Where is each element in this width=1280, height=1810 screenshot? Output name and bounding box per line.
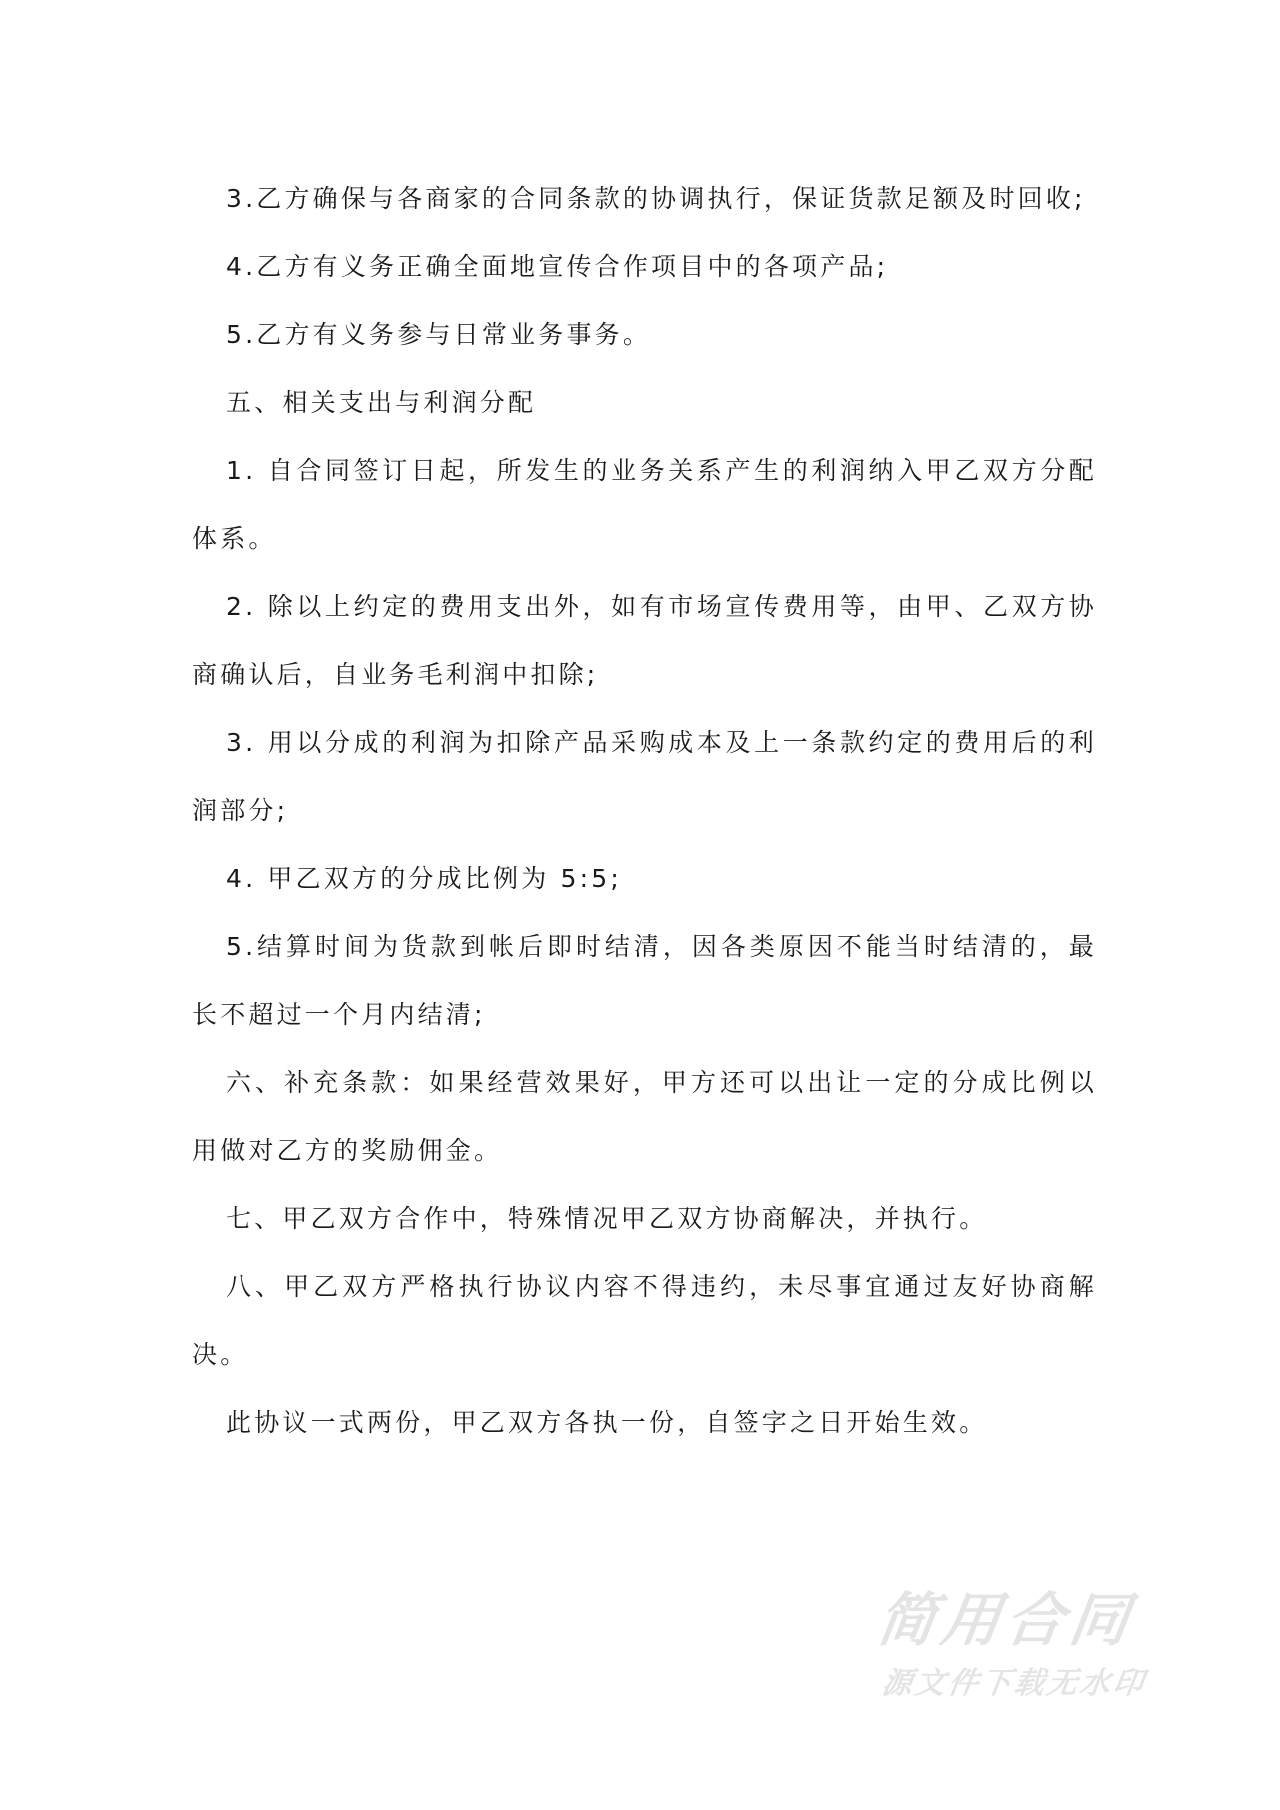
clause-5-daily-business: 5.乙方有义务参与日常业务事务。 (226, 320, 652, 349)
profit-clause-1: 1. 自合同签订日起，所发生的业务关系产生的利润纳入甲乙双方分配体系。 (192, 456, 1097, 553)
closing-statement: 此协议一式两份，甲乙双方各执一份，自签字之日开始生效。 (226, 1408, 988, 1437)
section-6-supplementary: 六、补充条款：如果经营效果好，甲方还可以出让一定的分成比例以用做对乙方的奖励佣金。 (192, 1068, 1097, 1165)
section-8-compliance: 八、甲乙双方严格执行协议内容不得违约，未尽事宜通过友好协商解决。 (192, 1272, 1097, 1369)
profit-clause-2: 2. 除以上约定的费用支出外，如有市场宣传费用等，由甲、乙双方协商确认后，自业务毛利润中扣除; (192, 592, 1097, 689)
clause-4-promotion: 4.乙方有义务正确全面地宣传合作项目中的各项产品; (226, 252, 889, 281)
clause-3-collection: 3.乙方确保与各商家的合同条款的协调执行，保证货款足额及时回收; (226, 184, 1086, 213)
profit-clause-3: 3. 用以分成的利润为扣除产品采购成本及上一条款约定的费用后的利润部分; (192, 728, 1097, 825)
section-heading-profit-distribution: 五、相关支出与利润分配 (226, 388, 537, 417)
watermark-subtitle: 源文件下载无水印 (879, 1666, 1149, 1701)
watermark-title: 简用合同 (873, 1586, 1139, 1654)
watermark (873, 1586, 1149, 1704)
profit-clause-5-settlement: 5.结算时间为货款到帐后即时结清，因各类原因不能当时结清的，最长不超过一个月内结清; (192, 932, 1097, 1029)
document-body (192, 165, 1097, 1457)
section-7-special-cases: 七、甲乙双方合作中，特殊情况甲乙双方协商解决，并执行。 (226, 1204, 988, 1233)
profit-clause-4-ratio: 4. 甲乙双方的分成比例为 5:5; (226, 864, 623, 893)
